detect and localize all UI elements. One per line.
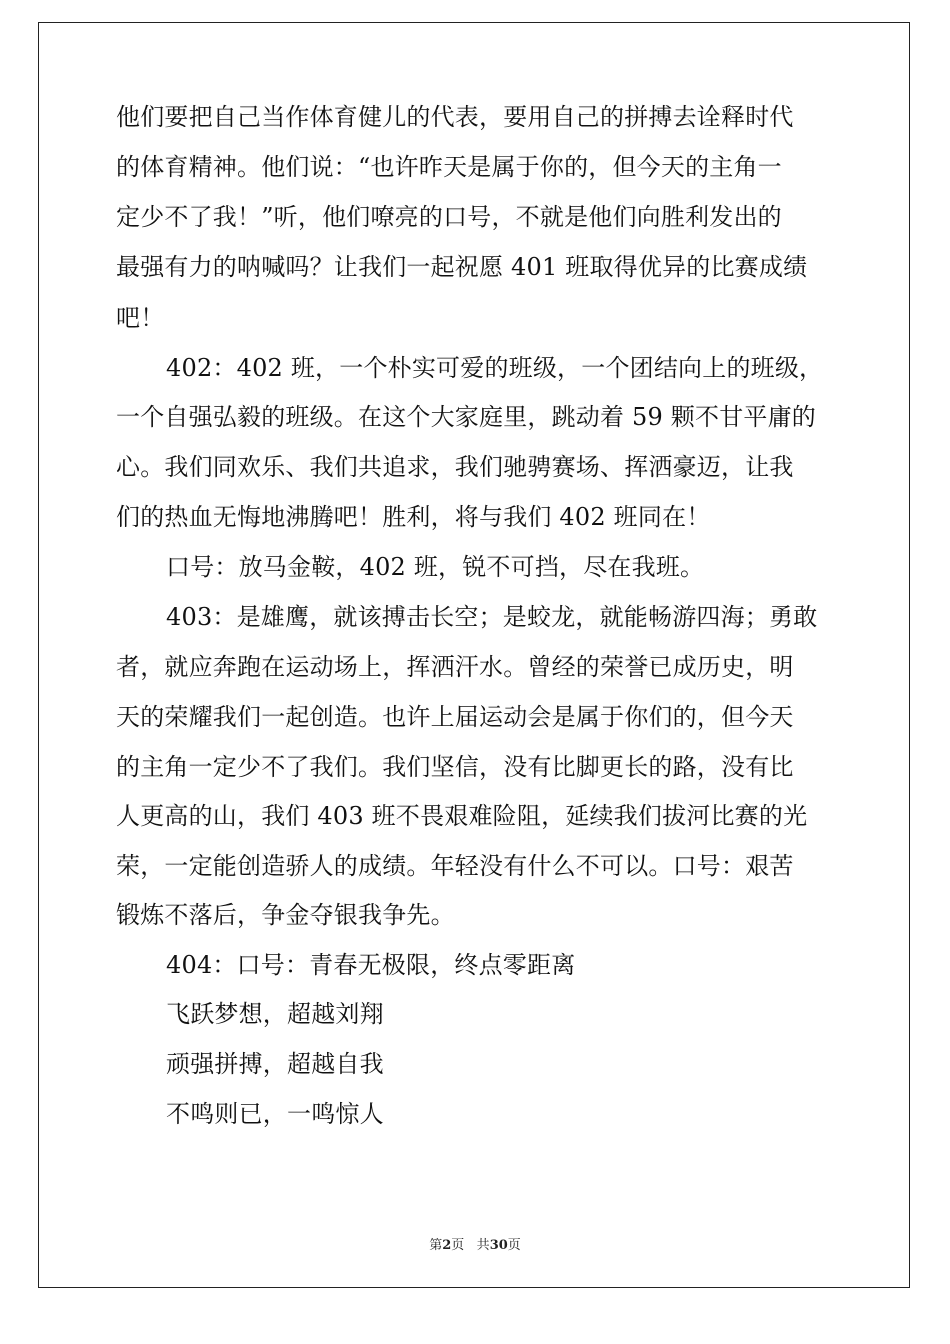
- paragraph-403-line-6: 荣，一定能创造骄人的成绩。年轻没有什么不可以。口号：艰苦: [116, 852, 794, 880]
- slogan-line-2: 顽强拼搏，超越自我: [166, 1050, 384, 1078]
- paragraph-403-line-2: 者，就应奔跑在运动场上，挥洒汗水。曾经的荣誉已成历史，明: [116, 653, 794, 681]
- paragraph-1-line-5: 吧！: [116, 304, 165, 332]
- paragraph-403-line-4: 的主角一定少不了我们。我们坚信，没有比脚更长的路，没有比: [116, 753, 794, 781]
- footer-page-number: 2: [442, 1238, 452, 1253]
- paragraph-1-line-1: 他们要把自己当作体育健儿的代表，要用自己的拼搏去诠释时代: [116, 103, 794, 131]
- page-footer: [0, 1234, 950, 1253]
- paragraph-402-line-2: 一个自强弘毅的班级。在这个大家庭里，跳动着 59 颗不甘平庸的: [116, 403, 816, 431]
- paragraph-403-line-3: 天的荣耀我们一起创造。也许上届运动会是属于你们的，但今天: [116, 703, 794, 731]
- paragraph-1-line-3: 定少不了我！”听，他们嘹亮的口号，不就是他们向胜利发出的: [116, 203, 782, 231]
- footer-page-suffix: 页: [451, 1238, 465, 1253]
- paragraph-402-line-3: 心。我们同欢乐、我们共追求，我们驰骋赛场、挥洒豪迈，让我: [116, 453, 794, 481]
- paragraph-402-line-4: 们的热血无悔地沸腾吧！胜利，将与我们 402 班同在！: [116, 503, 711, 531]
- paragraph-1-line-2: 的体育精神。他们说：“也许昨天是属于你的，但今天的主角一: [116, 153, 782, 181]
- paragraph-404-slogan: 404：口号：青春无极限，终点零距离: [166, 951, 576, 979]
- paragraph-403-line-7: 锻炼不落后，争金夺银我争先。: [116, 901, 455, 929]
- footer-total-prefix: 共: [476, 1238, 490, 1253]
- footer-total-pages: 30: [489, 1238, 508, 1253]
- paragraph-403-line-5: 人更高的山，我们 403 班不畏艰难险阻，延续我们拔河比赛的光: [116, 802, 808, 830]
- slogan-line-1: 飞跃梦想，超越刘翔: [166, 1000, 384, 1028]
- footer-total-suffix: 页: [507, 1238, 521, 1253]
- footer-prefix: 第: [429, 1238, 443, 1253]
- slogan-line-3: 不鸣则已，一鸣惊人: [166, 1100, 384, 1128]
- paragraph-1-line-4: 最强有力的呐喊吗？让我们一起祝愿 401 班取得优异的比赛成绩: [116, 253, 808, 281]
- paragraph-402-slogan: 口号：放马金鞍，402 班，锐不可挡，尽在我班。: [166, 553, 705, 581]
- paragraph-403-line-1: 403：是雄鹰，就该搏击长空；是蛟龙，就能畅游四海；勇敢: [166, 603, 818, 631]
- paragraph-402-line-1: 402：402 班，一个朴实可爱的班级，一个团结向上的班级，: [166, 354, 824, 382]
